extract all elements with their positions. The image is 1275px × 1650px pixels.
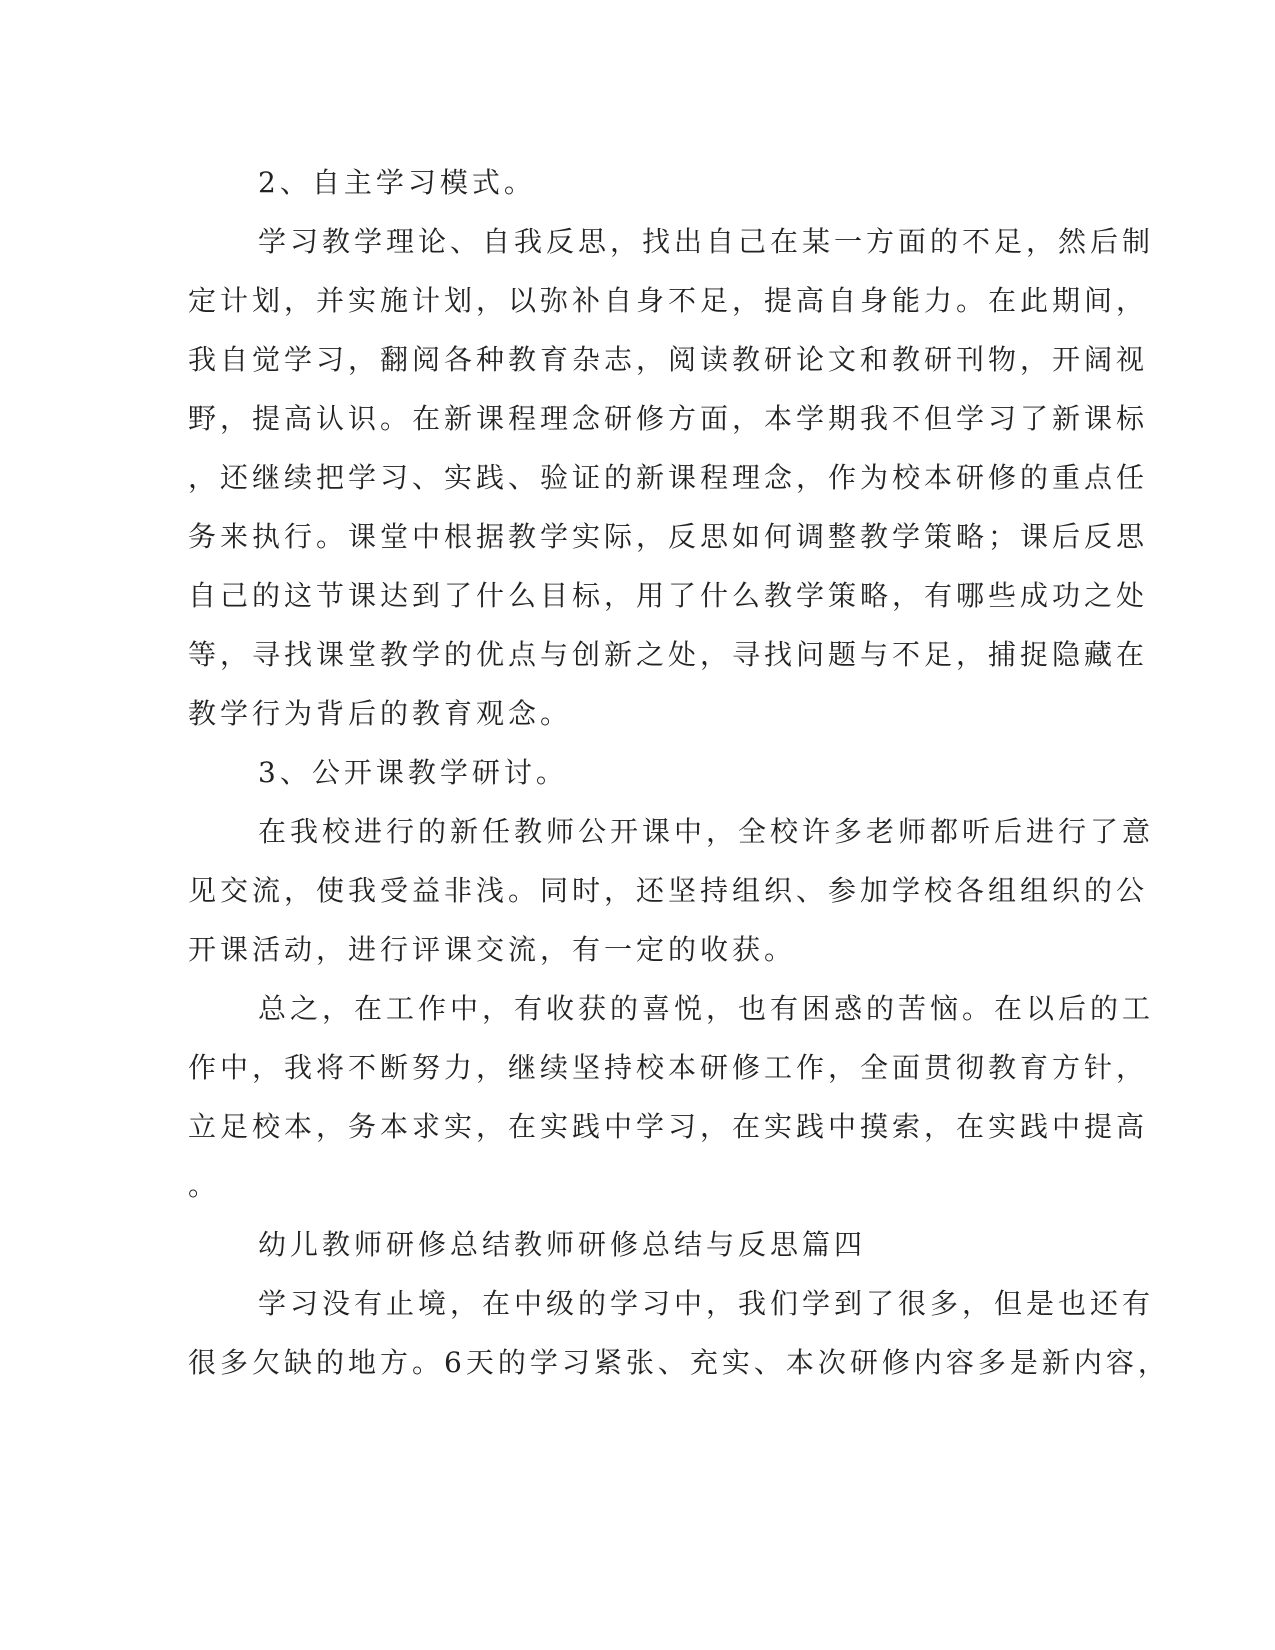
paragraph-line: 自己的这节课达到了什么目标，用了什么教学策略，有哪些成功之处 (188, 579, 1149, 612)
paragraph-line: ，还继续把学习、实践、验证的新课程理念，作为校本研修的重点任 (188, 461, 1149, 494)
paragraph-line: 很多欠缺的地方。6天的学习紧张、充实、本次研修内容多是新内容， (188, 1346, 1170, 1379)
paragraph-line: 立足校本，务本求实，在实践中学习，在实践中摸索，在实践中提高 (188, 1110, 1149, 1143)
paragraph-line: 开课活动，进行评课交流，有一定的收获。 (188, 933, 797, 966)
paragraph-line: 定计划，并实施计划，以弥补自身不足，提高自身能力。在此期间， (188, 284, 1149, 317)
article-title: 幼儿教师研修总结教师研修总结与反思篇四 (258, 1228, 867, 1261)
paragraph-line: 作中，我将不断努力，继续坚持校本研修工作，全面贯彻教育方针， (188, 1051, 1149, 1084)
paragraph-line: 学习没有止境，在中级的学习中，我们学到了很多，但是也还有 (258, 1287, 1155, 1320)
section-heading-2: 2、自主学习模式。 (258, 166, 536, 199)
paragraph-line: 等，寻找课堂教学的优点与创新之处，寻找问题与不足，捕捉隐藏在 (188, 638, 1149, 671)
paragraph-line: 见交流，使我受益非浅。同时，还坚持组织、参加学校各组组织的公 (188, 874, 1149, 907)
paragraph-line: 教学行为背后的教育观念。 (188, 697, 573, 730)
paragraph-line: 在我校进行的新任教师公开课中，全校许多老师都听后进行了意 (258, 815, 1155, 848)
paragraph-line: 。 (188, 1169, 221, 1202)
section-heading-3: 3、公开课教学研讨。 (258, 756, 568, 789)
paragraph-line: 野，提高认识。在新课程理念研修方面，本学期我不但学习了新课标 (188, 402, 1149, 435)
paragraph-line: 务来执行。课堂中根据教学实际，反思如何调整教学策略；课后反思 (188, 520, 1149, 553)
paragraph-line: 总之，在工作中，有收获的喜悦，也有困惑的苦恼。在以后的工 (258, 992, 1155, 1025)
paragraph-line: 我自觉学习，翻阅各种教育杂志，阅读教研论文和教研刊物，开阔视 (188, 343, 1149, 376)
paragraph-line: 学习教学理论、自我反思，找出自己在某一方面的不足，然后制 (258, 225, 1155, 258)
